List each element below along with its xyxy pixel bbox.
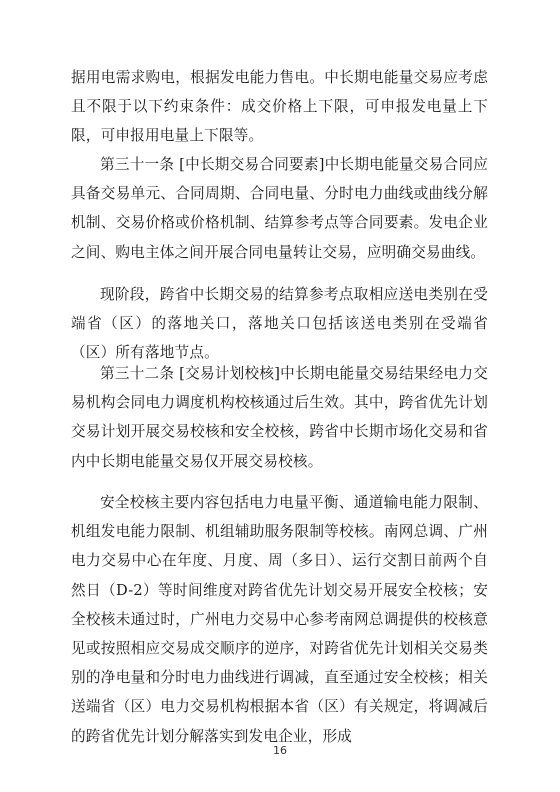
body-paragraph-5: 安全校核主要内容包括电力电量平衡、通道输电能力限制、机组发电能力限制、机组辅助服务限制等校核。南网总调、广州电力交易中心在年度、月度、周（多日）、运行交割日前两个自然日（D-2）等时间维度对跨省优先计划交易开展安全校核；安全校核未通过时，广州电力交易中心参考南网总调提供的校核意见或按照相应交易成交顺序的逆序，对跨省优先计划相关交易类别的净电量和分时电力曲线进行调减，直至通过安全校核；相关送端省（区）电力交易机构根据本省（区）有关规定，将调减后的跨省优先计划分解落实到发电企业，形成 — [71, 494, 488, 745]
body-paragraph-3: 现阶段，跨省中长期交易的结算参考点取相应送电类别在受端省（区）的落地关口，落地关口包括该送电类别在受端省（区）所有落地节点。 — [71, 286, 488, 362]
body-paragraph-1: 据用电需求购电，根据发电能力售电。中长期电能量交易应考虑且不限于以下约束条件：成交价格上下限，可申报发电量上下限，可申报用电量上下限等。 — [71, 69, 488, 145]
body-paragraph-article-31: 第三十一条 [中长期交易合同要素]中长期电能量交易合同应具备交易单元、合同周期、合同电量、分时电力曲线或曲线分解机制、交易价格或价格机制、结算参考点等合同要素。发电企业之间、购电主体之间开展合同电量转让交易，应明确交易曲线。 — [71, 156, 488, 261]
page-number: 16 — [273, 744, 287, 757]
body-paragraph-article-32: 第三十二条 [交易计划校核]中长期电能量交易结果经电力交易机构会同电力调度机构校核通过后生效。其中，跨省优先计划交易计划开展交易校核和安全校核，跨省中长期市场化交易和省内中长期电能量交易仅开展交易校核。 — [71, 365, 488, 470]
